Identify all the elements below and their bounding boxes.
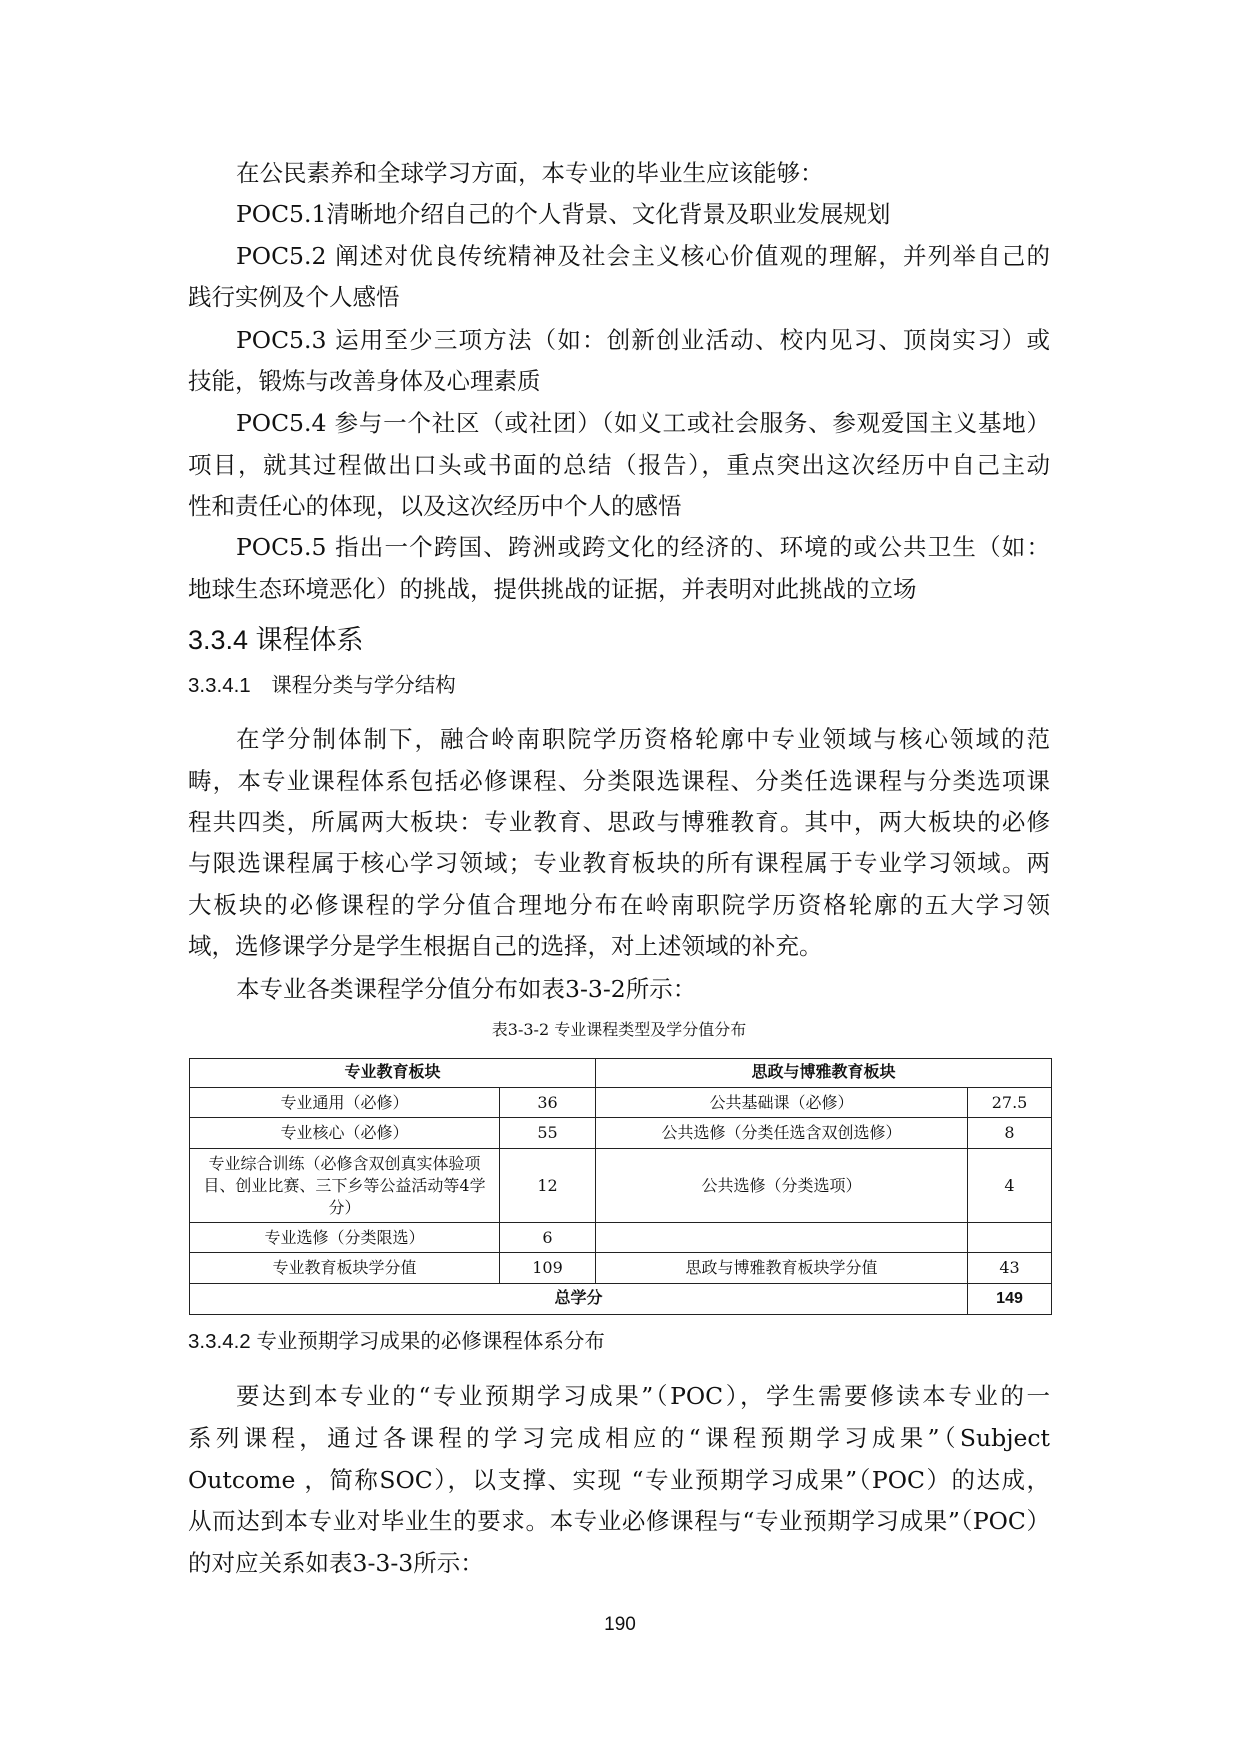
table-row — [190, 1118, 1052, 1149]
table-caption: 表3-3-2 专业课程类型及学分值分布 — [491, 1020, 747, 1039]
paragraph-line: 大板块的必修课程的学分值合理地分布在岭南职院学历资格轮廓的五大学习领 — [188, 891, 1050, 919]
page-number: 190 — [604, 1614, 636, 1635]
course-type-cell: 专业教育板块学分值 — [190, 1253, 500, 1284]
paragraph-line: Outcome ，简称SOC），以支撑、实现 “专业预期学习成果”（POC）的达成， — [188, 1466, 1050, 1494]
course-type-cell: 公共选修（分类任选含双创选修） — [596, 1118, 968, 1149]
course-type-cell: 思政与博雅教育板块学分值 — [596, 1253, 968, 1284]
paragraph-line: 地球生态环境恶化）的挑战，提供挑战的证据，并表明对此挑战的立场 — [188, 575, 917, 603]
paragraph-line: 在公民素养和全球学习方面，本专业的毕业生应该能够： — [236, 159, 824, 187]
paragraph-line: POC5.3 运用至少三项方法（如：创新创业活动、校内见习、顶岗实习）或 — [236, 326, 1050, 354]
credit-value-cell: 8 — [968, 1118, 1052, 1149]
paragraph-line: 技能，锻炼与改善身体及心理素质 — [188, 367, 541, 395]
table-total-row — [190, 1284, 1052, 1315]
paragraph-line: 畴，本专业课程体系包括必修课程、分类限选课程、分类任选课程与分类选项课 — [188, 767, 1050, 795]
paragraph-line: 本专业各类课程学分值分布如表3-3-2所示： — [236, 975, 697, 1003]
section-heading-3-3-4: 3.3.4 课程体系 — [188, 625, 364, 655]
paragraph-line: POC5.5 指出一个跨国、跨洲或跨文化的经济的、环境的或公共卫生（如： — [236, 533, 1050, 561]
paragraph-line: 性和责任心的体现，以及这次经历中个人的感悟 — [188, 492, 682, 520]
course-type-cell — [596, 1223, 968, 1253]
course-type-cell: 专业核心（必修） — [190, 1118, 500, 1149]
credit-value-cell: 27.5 — [968, 1088, 1052, 1118]
paragraph-line: 践行实例及个人感悟 — [188, 283, 400, 311]
credit-value-cell: 109 — [500, 1253, 596, 1284]
credit-value-cell: 55 — [500, 1118, 596, 1149]
paragraph-line: 程共四类，所属两大板块：专业教育、思政与博雅教育。其中，两大板块的必修 — [188, 808, 1050, 836]
table-row — [190, 1253, 1052, 1284]
table-header-row — [190, 1059, 1052, 1088]
paragraph-line: 在学分制体制下，融合岭南职院学历资格轮廓中专业领域与核心领域的范 — [236, 725, 1050, 753]
course-type-cell: 公共选修（分类选项） — [596, 1149, 968, 1223]
credit-value-cell: 6 — [500, 1223, 596, 1253]
paragraph-line: POC5.4 参与一个社区（或社团）（如义工或社会服务、参观爱国主义基地） — [236, 409, 1050, 437]
credit-value-cell: 43 — [968, 1253, 1052, 1284]
paragraph-line: 要达到本专业的“专业预期学习成果”（POC），学生需要修读本专业的一 — [236, 1382, 1050, 1410]
paragraph-line: 系列课程，通过各课程的学习完成相应的“课程预期学习成果”（Subject — [188, 1424, 1050, 1452]
subsection-heading-3-3-4-1: 3.3.4.1 课程分类与学分结构 — [188, 674, 456, 697]
credit-value-cell — [968, 1223, 1052, 1253]
paragraph-line: POC5.2 阐述对优良传统精神及社会主义核心价值观的理解，并列举自己的 — [236, 242, 1050, 270]
total-credits-value: 149 — [968, 1284, 1052, 1315]
paragraph-line: 的对应关系如表3-3-3所示： — [188, 1549, 484, 1577]
header-ideological-liberal-education: 思政与博雅教育板块 — [596, 1059, 1052, 1088]
paragraph-line: 域，选修课学分是学生根据自己的选择，对上述领域的补充。 — [188, 932, 823, 960]
paragraph-line: 与限选课程属于核心学习领域；专业教育板块的所有课程属于专业学习领域。两 — [188, 849, 1050, 877]
total-credits-label: 总学分 — [190, 1284, 968, 1315]
credit-value-cell: 36 — [500, 1088, 596, 1118]
paragraph-line: 项目，就其过程做出口头或书面的总结（报告），重点突出这次经历中自己主动 — [188, 451, 1050, 479]
table-row — [190, 1223, 1052, 1253]
course-type-cell: 公共基础课（必修） — [596, 1088, 968, 1118]
credit-value-cell: 4 — [968, 1149, 1052, 1223]
table-row — [190, 1088, 1052, 1118]
paragraph-line: POC5.1清晰地介绍自己的个人背景、文化背景及职业发展规划 — [236, 200, 891, 228]
course-type-cell: 专业选修（分类限选） — [190, 1223, 500, 1253]
paragraph-line: 从而达到本专业对毕业生的要求。本专业必修课程与“专业预期学习成果”（POC） — [188, 1507, 1050, 1535]
header-professional-education: 专业教育板块 — [190, 1059, 596, 1088]
credit-distribution-table — [189, 1058, 1052, 1315]
table-row — [190, 1149, 1052, 1223]
course-type-cell: 专业综合训练（必修含双创真实体验项目、创业比赛、三下乡等公益活动等4学分） — [190, 1149, 500, 1223]
subsection-heading-3-3-4-2: 3.3.4.2 专业预期学习成果的必修课程体系分布 — [188, 1330, 605, 1353]
course-type-cell: 专业通用（必修） — [190, 1088, 500, 1118]
credit-value-cell: 12 — [500, 1149, 596, 1223]
